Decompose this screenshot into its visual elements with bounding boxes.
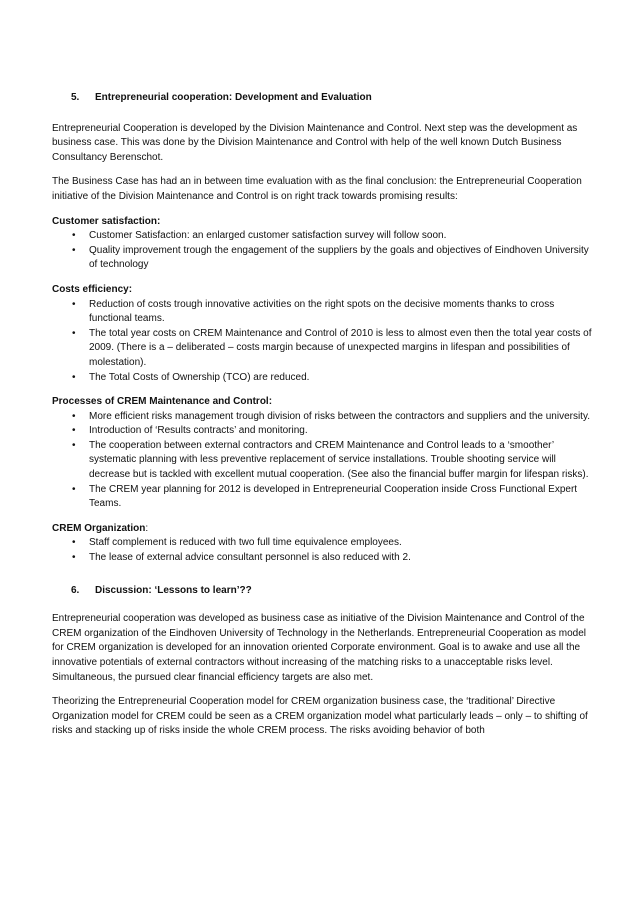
list-item: • More efficient risks management trough division of risks between the contractors and suppliers and the university. [52, 410, 592, 425]
list-item: • Reduction of costs trough innovative activities on the right spots on the decisive moments thanks to cross functional teams. [72, 298, 555, 325]
bullet-icon: • [72, 483, 76, 495]
bullet-icon: • [72, 298, 76, 310]
section-6-number: 6. [71, 584, 80, 596]
bullet-icon: • [72, 552, 76, 564]
crem-organization-heading: CREM Organization: [52, 522, 149, 534]
bullet-icon: • [72, 537, 76, 549]
discussion-paragraph-1: Entrepreneurial cooperation was developed as business case as initiative of the Division Maintenance and Control of the CREM organization of the Eindhoven University of Technology in the Netherlands. Entrepreneurial Cooperation as model for CREM organization is developed for an innovation oriented Corporate environment. Goal is to awake and use all the innovative potentials of external contractors without increasing of the matching risks to a unacceptable risks level. Simultaneous, the pursued clear financial efficiency targets are also met. [52, 613, 587, 683]
discussion-paragraph-2: Theorizing the Entrepreneurial Cooperation model for CREM organization business case, the ‘traditional’ Directive Organization model for CREM could be seen as a CREM organization model what particularly leads – only – to shifting of risks and stacking up of risks inside the whole CREM process. The risks avoiding behavior of both [52, 696, 588, 737]
list-item: • Introduction of ‘Results contracts’ and monitoring. [52, 424, 592, 439]
list-item: • The CREM year planning for 2012 is developed in Entrepreneurial Cooperation inside Cross Functional Expert Teams. [72, 483, 578, 510]
section-5-title: Entrepreneurial cooperation: Development and Evaluation [95, 92, 372, 103]
section-5-number: 5. [71, 92, 80, 103]
list-item: • The Total Costs of Ownership (TCO) are reduced. [52, 371, 592, 386]
list-item: • Quality improvement trough the engagement of the suppliers by the goals and objectives of Eindhoven University of technology [72, 244, 589, 271]
list-item: • The cooperation between external contractors and CREM Maintenance and Control leads to a ‘smoother’ systematic planning with less preventive replacement of service installations. Trouble shooting service will decrease but is tackled with excellent mutual cooperation. (See also the financial buffer margin for lifespan risks). [72, 439, 589, 481]
processes-heading: Processes of CREM Maintenance and Control: [52, 396, 273, 408]
bullet-icon: • [72, 410, 76, 422]
intro-paragraph-1: Entrepreneurial Cooperation is developed by the Division Maintenance and Control. Next step was the development as business case. This was done by the Division Maintenance and Control with help of the well known Dutch Business Consultancy Berenschot. [52, 122, 578, 163]
section-6-title: Discussion: ‘Lessons to learn’?? [95, 584, 252, 596]
list-item: • Staff complement is reduced with two full time equivalence employees. [52, 536, 592, 551]
costs-efficiency-list [52, 298, 592, 386]
list-item: • The lease of external advice consultant personnel is also reduced with 2. [52, 551, 592, 566]
bullet-icon: • [72, 327, 76, 339]
bullet-icon: • [72, 425, 76, 437]
processes-list [52, 410, 592, 512]
bullet-icon: • [72, 230, 76, 242]
section-5-heading [52, 91, 592, 106]
costs-efficiency-heading: Costs efficiency: [52, 283, 133, 295]
list-item: • The total year costs on CREM Maintenance and Control of 2010 is less to almost even then the total year costs of 2009. (There is a – deliberated – costs margin because of unexpected margins in lifespan and possibilities of molestation). [72, 327, 592, 368]
document-page [52, 91, 592, 749]
crem-organization-list [52, 536, 592, 565]
bullet-icon: • [72, 371, 76, 383]
customer-satisfaction-heading: Customer satisfaction: [52, 215, 161, 227]
list-item: • Customer Satisfaction: an enlarged customer satisfaction survey will follow soon. [52, 229, 592, 244]
intro-paragraph-2: The Business Case has had an in between time evaluation with as the final conclusion: the Entrepreneurial Cooperation initiative of the Division Maintenance and Control is on right track towards promising results: [52, 176, 582, 202]
bullet-icon: • [72, 439, 76, 451]
bullet-icon: • [72, 244, 76, 256]
section-6-heading [52, 584, 592, 599]
customer-satisfaction-list [52, 229, 592, 273]
